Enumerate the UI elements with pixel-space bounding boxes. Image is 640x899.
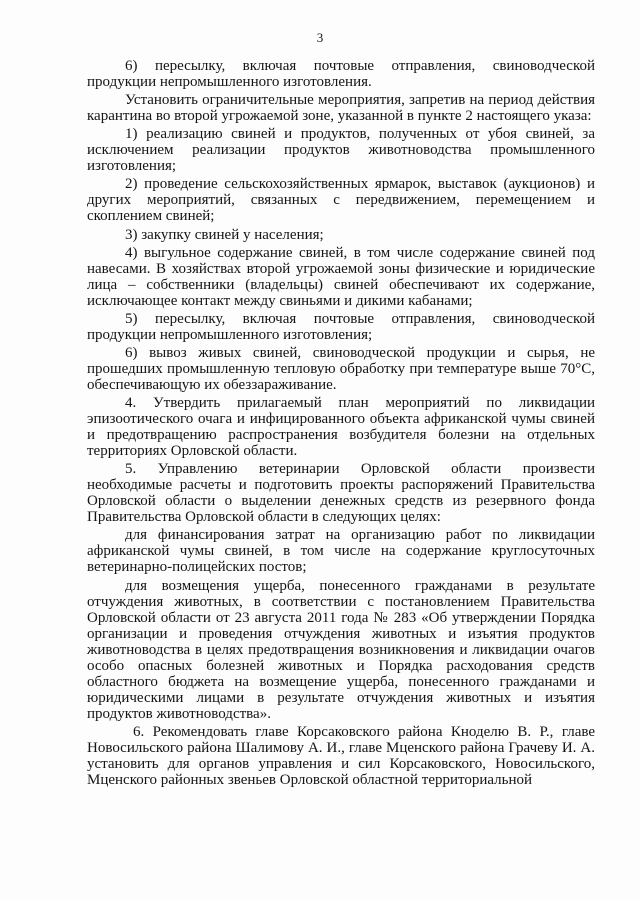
paragraph-item-2-fairs: 2) проведение сельскохозяйственных ярмарок, выставок (аукционов) и других мероприятий, связанных с передвижением, перемещением и скоплением свиней; — [87, 176, 595, 225]
paragraph-clause-6-recommendation: 6. Рекомендовать главе Корсаковского района Кноделю В. Р., главе Новосильского района Шалимову А. И., главе Мценского района Грачеву И. А. установить для органов управления и сил Корсаковского, Новосильского, Мценского районных звеньев Орловской областной территориальной — [87, 723, 595, 788]
paragraph-item-1-sale: 1) реализацию свиней и продуктов, полученных от убоя свиней, за исключением реализации продуктов животноводства промышленного изготовления; — [87, 126, 595, 175]
document-body — [87, 58, 595, 790]
paragraph-clause-5-veterinary: 5. Управлению ветеринарии Орловской области произвести необходимые расчеты и подготовить проекты распоряжений Правительства Орловской области о выделении денежных средств из резервного фонда Правительства Орловской области в следующих целях: — [87, 461, 595, 526]
page-number: 3 — [316, 30, 324, 45]
paragraph-item-3-purchase: 3) закупку свиней у населения; — [125, 226, 324, 243]
paragraph-item-6-shipping: 6) пересылку, включая почтовые отправления, свиноводческой продукции непромышленного изготовления. — [87, 58, 595, 90]
paragraph-compensation: для возмещения ущерба, понесенного гражданами в результате отчуждения животных, в соответствии с постановлением Правительства Орловской области от 23 августа 2011 года № 283 «Об утверждении Порядка организации и проведения отчуждения животных и изъятия продуктов животноводства в целях предотвращения возникновения и ликвидации очагов особо опасных болезней животных и Порядка расходования средств областного бюджета на возмещение ущерба, понесенного гражданами и юридическими лицами в результате отчуждения животных и изъятия продуктов животноводства». — [87, 577, 595, 722]
paragraph-clause-4-plan: 4. Утвердить прилагаемый план мероприятий по ликвидации эпизоотического очага и инфицированного объекта африканской чумы свиней и предотвращению распространения возбудителя болезни на отдельных территориях Орловской области. — [87, 395, 595, 460]
paragraph-item-4-free-range: 4) выгульное содержание свиней, в том числе содержание свиней под навесами. В хозяйствах второй угрожаемой зоны физические и юридические лица – собственники (владельцы) свиней обеспечивают их содержание, исключающее контакт между свиньями и дикими кабанами; — [87, 244, 595, 309]
paragraph-item-6-export: 6) вывоз живых свиней, свиноводческой продукции и сырья, не прошедших промышленную тепловую обработку при температуре выше 70°С, обеспечивающую их обеззараживание. — [87, 344, 595, 393]
paragraph-financing: для финансирования затрат на организацию работ по ликвидации африканской чумы свиней, в том числе на содержание круглосуточных ветеринарно-полицейских постов; — [87, 527, 595, 576]
paragraph-item-5-shipping: 5) пересылку, включая почтовые отправления, свиноводческой продукции непромышленного изготовления; — [87, 310, 595, 343]
paragraph-restrictions-intro: Установить ограничительные мероприятия, запретив на период действия карантина во второй угрожаемой зоне, указанной в пункте 2 настоящего указа: — [87, 92, 595, 125]
